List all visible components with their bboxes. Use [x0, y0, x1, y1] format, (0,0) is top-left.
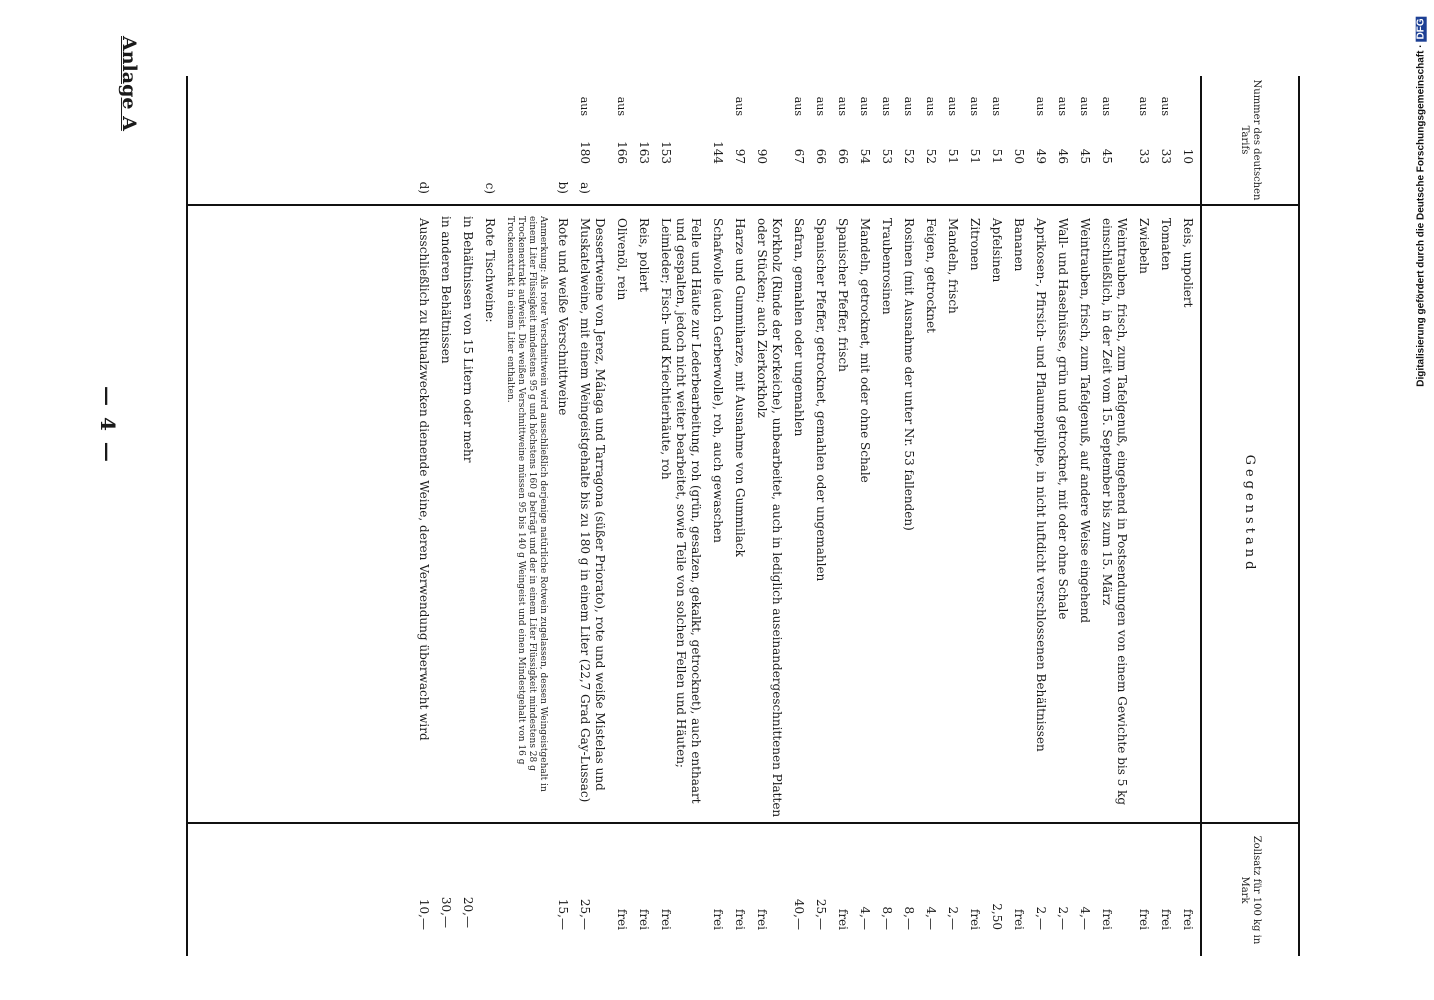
tariff-number-cell: [923, 76, 938, 204]
tariff-number-cell: [1136, 76, 1151, 204]
duty-rate: 8,—: [902, 906, 916, 930]
duty-rate: 10,—: [417, 898, 431, 930]
tariff-number: 50: [1012, 148, 1026, 164]
subject-cell: [438, 204, 453, 824]
page-number: — 4 —: [96, 386, 120, 464]
duty-rate: 2,—: [946, 906, 960, 930]
subject-text: in anderen Behältnissen: [439, 216, 453, 364]
subject-text: Weintrauben, frisch, zum Tafelgenuß, auf andere Weise eingehend: [1078, 218, 1092, 624]
subject-text: Harze und Gummiharze, mit Ausnahme von Gummilack: [733, 218, 747, 557]
aus-prefix: aus: [946, 96, 959, 116]
subject-text: Tomaten: [1159, 218, 1173, 271]
subject-cell: [416, 204, 431, 826]
tariff-number: 33: [1137, 148, 1151, 164]
duty-rate: 2,—: [1056, 906, 1070, 930]
tariff-number-cell: [1180, 76, 1195, 204]
tariff-number-cell: [710, 76, 725, 204]
tariff-number-cell: [1033, 76, 1048, 204]
table-row: [809, 76, 831, 956]
tariff-number: 166: [615, 141, 629, 164]
subject-text: Reis, poliert: [637, 218, 651, 293]
table-row: [875, 76, 897, 956]
table-row: [478, 76, 500, 956]
duty-rate: 8,—: [880, 906, 894, 930]
sub-item-letter: c): [483, 182, 497, 194]
subject-text: Rosinen (mit Ausnahme der unter Nr. 53 fallenden): [902, 218, 916, 531]
duty-rate: frei: [755, 908, 769, 930]
subject-text: Olivenöl, rein: [615, 218, 629, 301]
subject-cell: [791, 204, 806, 826]
aus-prefix: aus: [1137, 96, 1150, 116]
tariff-number: 163: [637, 141, 651, 164]
subject-cell: [614, 204, 629, 826]
subject-cell: [658, 204, 703, 826]
tariff-number-cell: [989, 76, 1004, 204]
table-row: [1132, 76, 1154, 956]
tariff-number: 51: [968, 148, 982, 164]
duty-rate: frei: [1159, 908, 1173, 930]
duty-rate: frei: [968, 908, 982, 930]
subject-cell: [754, 204, 784, 826]
subject-text: Zwiebeln: [1137, 218, 1151, 274]
subject-cell: [1180, 204, 1195, 826]
table-row: [551, 76, 573, 956]
aus-prefix: aus: [880, 96, 893, 116]
subject-text: Korkholz (Rinde der Korkeiche), unbearbeitet, auch in lediglich auseinandergeschnittenen Platten oder Stücken; auch Zierkorkholz: [755, 218, 784, 818]
subject-text: Felle und Häute zur Lederbearbeitung, roh (grün, gesalzen, gekalkt, getrocknet), auch enthaart und gespalten, jedoch nicht weiter bearbeitet, sowie Teile von solchen Fellen und Häuten; Leimleder; Fisch- und Kriechtierhäute, roh: [659, 218, 703, 804]
aus-prefix: aus: [1034, 96, 1047, 116]
tariff-number-cell: [901, 76, 916, 204]
aus-prefix: aus: [1100, 96, 1113, 116]
table-row: [1051, 76, 1073, 956]
tariff-number: 49: [1034, 148, 1048, 164]
tariff-number-cell: [791, 76, 806, 204]
duty-rate: frei: [1137, 908, 1151, 930]
table-row: [412, 76, 434, 956]
tariff-number: 33: [1159, 148, 1173, 164]
table-row: [573, 76, 610, 956]
subject-text: Bananen: [1012, 218, 1026, 272]
tariff-number-cell: [1055, 76, 1070, 204]
subject-text: in Behältnissen von 15 Litern oder mehr: [461, 216, 475, 463]
document-page: [96, 6, 1300, 966]
subject-cell: [482, 204, 497, 826]
table-row: [728, 76, 750, 956]
tariff-number: 153: [659, 141, 673, 164]
tariff-number-cell: [754, 76, 769, 204]
subject-cell: [710, 204, 725, 826]
tariff-number: 144: [711, 141, 725, 164]
subject-text: Spanischer Pfeffer, frisch: [836, 218, 850, 372]
subject-text: Ausschließlich zu Ritualzwecken dienende Weine, deren Verwendung überwacht wird: [417, 218, 431, 741]
aus-prefix: aus: [968, 96, 981, 116]
subject-cell: [857, 204, 872, 826]
aus-prefix: aus: [733, 96, 746, 116]
duty-rate: 15,—: [556, 898, 570, 930]
tariff-number: 66: [814, 148, 828, 164]
duty-rate: 4,—: [1078, 906, 1092, 930]
duty-rate: 20,—: [461, 896, 475, 928]
subject-cell: [813, 204, 828, 826]
tariff-number-cell: [967, 76, 982, 204]
duty-rate: frei: [1100, 908, 1114, 930]
duty-rate: 25,—: [578, 898, 592, 930]
duty-rate: 25,—: [814, 898, 828, 930]
table-row: [1154, 76, 1176, 956]
table-row: [897, 76, 919, 956]
subject-text: Apfelsinen: [990, 218, 1004, 283]
tariff-number-cell: [732, 76, 747, 204]
header-duty-rate: Zollsatz für 100 kg in Mark: [1239, 835, 1262, 945]
tariff-number: 67: [792, 148, 806, 164]
table-row: [1073, 76, 1095, 956]
duty-rate: frei: [1012, 908, 1026, 930]
tariff-number-cell: [636, 76, 651, 204]
aus-prefix: aus: [858, 96, 871, 116]
notice-text: Digitalisierung gefördert durch die Deutsche Forschungsgemeinschaft ·: [1415, 43, 1427, 387]
subject-cell: [1011, 204, 1026, 826]
sub-item-letter: b): [556, 181, 570, 194]
table-row: [1007, 76, 1029, 956]
tariff-number: 45: [1078, 148, 1092, 164]
tariff-number: 66: [836, 148, 850, 164]
aus-prefix: aus: [814, 96, 827, 116]
duty-rate: 30,—: [439, 896, 453, 928]
subject-cell: [879, 204, 894, 826]
tariff-number: 54: [858, 148, 872, 164]
duty-rate: frei: [615, 908, 629, 930]
aus-prefix: aus: [902, 96, 915, 116]
duty-rate: 2,50: [990, 903, 1004, 930]
tariff-number: 52: [924, 148, 938, 164]
subject-cell: [1033, 204, 1048, 826]
table-row: [1095, 76, 1132, 956]
tariff-number: 97: [733, 148, 747, 164]
subject-cell: [1055, 204, 1070, 826]
subject-cell: [555, 204, 570, 826]
subject-text: Zitronen: [968, 218, 982, 271]
table-row: [853, 76, 875, 956]
table-row: [787, 76, 809, 956]
tariff-number-cell: [1158, 76, 1173, 204]
aus-prefix: aus: [792, 96, 805, 116]
annex-title: Anlage A: [118, 36, 140, 131]
tariff-number-cell: [1077, 76, 1092, 204]
subject-text: Rote Tischweine:: [483, 218, 497, 323]
duty-rate: frei: [1181, 908, 1195, 930]
dfg-logo: DFG: [1415, 17, 1427, 39]
subject-cell: [577, 204, 607, 826]
subject-cell: [504, 204, 548, 824]
aus-prefix: aus: [578, 96, 591, 116]
subject-cell: [1099, 204, 1129, 826]
subject-cell: [967, 204, 982, 826]
table-row: [632, 76, 654, 956]
duty-rate: 40,—: [792, 898, 806, 930]
table-row: [1029, 76, 1051, 956]
subject-text: Wall- und Haselnüsse, grün und getrocknet, mit oder ohne Schale: [1056, 218, 1070, 620]
subject-text: Weintrauben, frisch, zum Tafelgenuß, eingehend in Postsendungen von einem Gewichte bis 5 kg einschließlich, in der Zeit vom 15. September bis zum 15. März: [1100, 218, 1129, 806]
aus-prefix: aus: [990, 96, 1003, 116]
subject-cell: [1077, 204, 1092, 826]
table-row: [750, 76, 787, 956]
tariff-number: 51: [946, 148, 960, 164]
table-row: [706, 76, 728, 956]
aus-prefix: aus: [836, 96, 849, 116]
duty-rate: frei: [836, 908, 850, 930]
digitization-notice: [1410, 6, 1432, 396]
tariff-number: 53: [880, 148, 894, 164]
subject-cell: [732, 204, 747, 826]
subject-text: Spanischer Pfeffer, getrocknet, gemahlen oder ungemahlen: [814, 218, 828, 582]
table-row: [941, 76, 963, 956]
tariff-number: 45: [1100, 148, 1114, 164]
subject-text: Feigen, getrocknet: [924, 218, 938, 333]
tariff-number: 46: [1056, 148, 1070, 164]
subject-text: Dessertweine von Jerez, Málaga und Tarragona (süßer Priorato), rote und weiße Mistelas und Muskatelweine, mit einem Weingeistgehalte bis zu 180 g in einem Liter (22,7 Grad Gay-Lussac): [578, 218, 607, 803]
tariff-number-cell: [658, 76, 673, 204]
tariff-number: 51: [990, 148, 1004, 164]
aus-prefix: aus: [924, 96, 937, 116]
table-row: [456, 76, 478, 956]
header-tariff-number: Nummer des deutschen Tarifs: [1239, 79, 1262, 201]
tariff-number: 52: [902, 148, 916, 164]
tariff-number-cell: [1011, 76, 1026, 204]
sub-item-letter: a): [578, 182, 592, 194]
aus-prefix: aus: [615, 96, 628, 116]
tariff-number-cell: [1099, 76, 1114, 204]
tariff-number-cell: [813, 76, 828, 204]
subject-cell: [989, 204, 1004, 826]
tariff-number-cell: [614, 76, 629, 204]
subject-cell: [1158, 204, 1173, 826]
table-row: [985, 76, 1007, 956]
duty-rate: 2,—: [1034, 906, 1048, 930]
tariff-number-cell: [879, 76, 894, 204]
subject-cell: [901, 204, 916, 826]
tariff-number: 90: [755, 148, 769, 164]
subject-text: Schafwolle (auch Gerberwolle), roh, auch gewaschen: [711, 218, 725, 543]
tariff-number-cell: [835, 76, 850, 204]
duty-rate: frei: [733, 908, 747, 930]
tariff-number-cell: [577, 76, 592, 204]
tariff-number-cell: [945, 76, 960, 204]
subject-text: Traubenrosinen: [880, 218, 894, 315]
table-row: [434, 76, 456, 956]
subject-text: Aprikosen-, Pfirsich- und Pflaumenpülpe, in nicht luftdicht verschlossenen Behältnissen: [1034, 218, 1048, 752]
duty-rate: 4,—: [924, 906, 938, 930]
table-row: [831, 76, 853, 956]
subject-text: Mandeln, getrocknet, mit oder ohne Schale: [858, 218, 872, 483]
subject-text: Mandeln, frisch: [946, 218, 960, 314]
tariff-number-cell: [482, 76, 497, 204]
subject-text: Anmerkung: Als roter Verschnittwein wird ausschließlich derjenige natürliche Rotwein zugelassen, dessen Weingeistgehalt in einem Liter Flüssigkeit mindestens 95 g und höchstens 160 g beträgt und der in einem Liter Flüssigkeit mindestens 28 g Trockenextrakt aufweist. Die weißen Verschnittweine müssen 95 bis 140 g Weingeist und einen Mindestgehalt von 16 g Trockenextrakt in einem Liter enthalten.: [505, 216, 548, 792]
subject-cell: [636, 204, 651, 826]
tariff-number-cell: [416, 76, 431, 204]
duty-rate: frei: [637, 908, 651, 930]
duty-rate: frei: [659, 908, 673, 930]
subject-cell: [923, 204, 938, 826]
subject-cell: [945, 204, 960, 826]
table-header: [1200, 76, 1298, 956]
subject-cell: [460, 204, 475, 824]
tariff-number: 10: [1181, 148, 1195, 164]
subject-text: Rote und weiße Verschnittweine: [556, 218, 570, 416]
table-row: [1176, 76, 1198, 956]
table-row: [500, 76, 551, 956]
subject-text: Reis, unpoliert: [1181, 218, 1195, 308]
aus-prefix: aus: [1078, 96, 1091, 116]
aus-prefix: aus: [1056, 96, 1069, 116]
header-subject: Gegenstand: [1242, 454, 1258, 574]
subject-text: Safran, gemahlen oder ungemahlen: [792, 218, 806, 437]
duty-rate: 4,—: [858, 906, 872, 930]
tariff-table: [186, 76, 1300, 956]
table-row: [919, 76, 941, 956]
table-body: [412, 76, 1198, 956]
sub-item-letter: d): [417, 181, 431, 194]
tariff-number-cell: [555, 76, 570, 204]
table-row: [654, 76, 706, 956]
aus-prefix: aus: [1159, 96, 1172, 116]
table-row: [963, 76, 985, 956]
tariff-number: 180: [578, 141, 592, 164]
subject-cell: [1136, 204, 1151, 826]
table-row: [610, 76, 632, 956]
duty-rate: frei: [711, 908, 725, 930]
subject-cell: [835, 204, 850, 826]
tariff-number-cell: [857, 76, 872, 204]
